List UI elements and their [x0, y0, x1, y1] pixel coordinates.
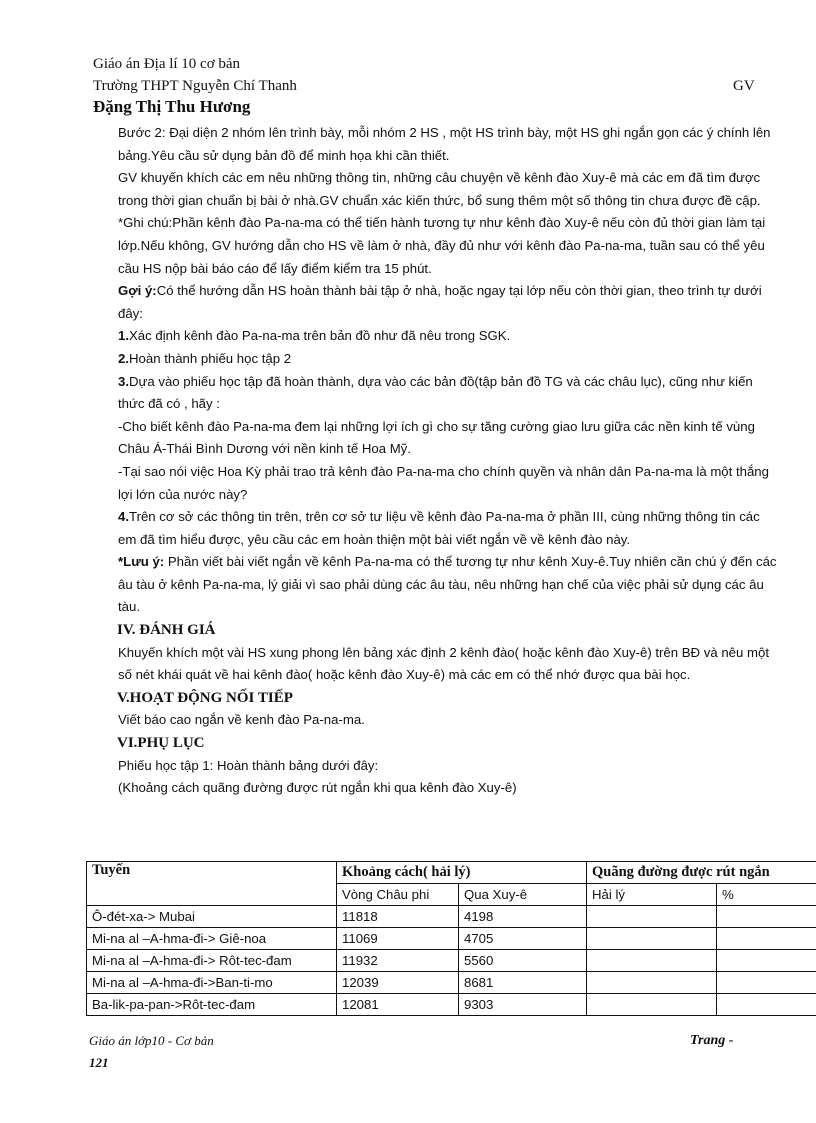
africa-cell: 11932: [337, 950, 459, 972]
step-1-text: Xác định kênh đào Pa-na-ma trên bản đồ như đã nêu trong SGK.: [129, 328, 511, 344]
teacher-name: Đặng Thị Thu Hương: [93, 97, 251, 116]
table-row: [87, 906, 816, 928]
subheader-africa: Vòng Châu phi: [337, 884, 459, 906]
pct-cell: [717, 928, 816, 950]
suez-cell: 8681: [459, 972, 587, 994]
step-3-text: Dựa vào phiếu học tập đã hoàn thành, dựa vào các bản đồ(tập bản đồ TG và các châu lục), cũng như kiến thức đã có , hãy :: [118, 373, 753, 412]
paragraph-hint: [118, 280, 778, 325]
suez-cell: 4705: [459, 928, 587, 950]
route-cell: Mi-na al –A-hma-đi-> Giê-noa: [87, 928, 337, 950]
africa-cell: 11818: [337, 906, 459, 928]
hint-label: Gợi ý:: [118, 283, 157, 299]
route-cell: Ô-đét-xa-> Mubai: [87, 906, 337, 928]
paragraph-note: *Ghi chú:Phần kênh đào Pa-na-ma có thể tiến hành tương tự như kênh đào Xuy-ê nếu còn đủ thời gian làm tại lớp.Nếu không, GV hướng dẫn cho HS về làm ở nhà, đầy đủ như với kênh đào Pa-na-ma, tuần sau có thể yêu cầu HS nộp bài báo cáo để lấy điểm kiểm tra 15 phút.: [118, 215, 766, 276]
footer-page-label: Trang -: [690, 1033, 734, 1048]
suez-cell: 4198: [459, 906, 587, 928]
table-header-row: [87, 862, 816, 884]
step-3: [118, 371, 778, 416]
step-1-num: 1.: [118, 328, 129, 344]
heading-followup: V.HOẠT ĐỘNG NỐI TIẾP: [117, 689, 293, 706]
suez-cell: 5560: [459, 950, 587, 972]
step-3-num: 3.: [118, 373, 129, 389]
paragraph-table-caption: (Khoảng cách quãng đường được rút ngắn khi qua kênh đào Xuy-ê): [118, 780, 517, 796]
gv-label: GV: [733, 78, 755, 94]
subheader-suez: Qua Xuy-ê: [459, 884, 587, 906]
step-3-question-a: -Cho biết kênh đào Pa-na-ma đem lại những lợi ích gì cho sự tăng cường giao lưu giữa các nền kinh tế vùng Châu Á-Thái Bình Dương với nền kinh tế Hoa Mỹ.: [118, 418, 755, 457]
paragraph-gv-encourage: GV khuyến khích các em nêu những thông tin, những câu chuyện về kênh đào Xuy-ê mà các em đã tìm được trong thời gian chuẩn bị bài ở nhà.GV chuẩn xác kiến thức, bổ sung thêm một số thông tin chưa được đề cập.: [118, 170, 761, 208]
route-cell: Mi-na al –A-hma-đi-> Rôt-tec-đam: [87, 950, 337, 972]
header-route: Tuyến: [87, 862, 337, 906]
school-name: Trường THPT Nguyễn Chí Thanh: [93, 78, 297, 94]
africa-cell: 12081: [337, 994, 459, 1016]
hint-text: Có thể hướng dẫn HS hoàn thành bài tập ở nhà, hoặc ngay tại lớp nếu còn thời gian, theo trình tự dưới đây:: [118, 283, 762, 321]
heading-appendix: VI.PHỤ LỤC: [117, 735, 205, 752]
nm-cell: [587, 994, 717, 1016]
header-distance: Khoảng cách( hải lý): [337, 862, 587, 884]
paragraph-evaluation: Khuyến khích một vài HS xung phong lên bảng xác định 2 kênh đào( hoặc kênh đào Xuy-ê) trên BĐ và nêu một số nét khái quát về hai kênh đào( hoặc kênh đào Xuy-ê) mà các em có thể nhớ được qua bài học.: [118, 644, 769, 683]
pct-cell: [717, 972, 816, 994]
header-shortened: Quãng đường được rút ngắn: [587, 862, 816, 884]
step-2-text: Hoàn thành phiếu học tập 2: [129, 350, 292, 366]
main-content: [118, 122, 778, 800]
table-row: [87, 928, 816, 950]
nm-cell: [587, 950, 717, 972]
suez-cell: 9303: [459, 994, 587, 1016]
subheader-nautical-miles: Hải lý: [587, 884, 717, 906]
doc-title: Giáo án Địa lí 10 cơ bản: [93, 56, 241, 72]
distance-table: [86, 861, 816, 1016]
subheader-percent: %: [717, 884, 816, 906]
table-row: [87, 994, 816, 1016]
step-2: [118, 348, 778, 371]
step-2-num: 2.: [118, 350, 129, 366]
attention-text: Phần viết bài viết ngắn về kênh Pa-na-ma có thể tương tự như kênh Xuy-ê.Tuy nhiên cần chú ý đến các âu tàu ở kênh Pa-na-ma, lý giải vì sao phải dùng các âu tàu, nêu những hạn chế của việc phải sử dụng các âu tàu.: [118, 554, 777, 615]
paragraph-followup: Viết báo cao ngắn về kenh đào Pa-na-ma.: [118, 712, 365, 728]
nm-cell: [587, 972, 717, 994]
step-1: [118, 325, 778, 348]
footer-page-number: 121: [89, 1055, 109, 1070]
table-row: [87, 950, 816, 972]
pct-cell: [717, 906, 816, 928]
paragraph-worksheet: Phiếu học tập 1: Hoàn thành bảng dưới đây:: [118, 757, 379, 773]
step-4-text: Trên cơ sở các thông tin trên, trên cơ sở tư liệu về kênh đào Pa-na-ma ở phần III, cùng những thông tin các em đã tìm hiểu được, yêu cầu các em hoàn thiện một bài viết ngắn về về kênh đào này.: [118, 509, 760, 547]
route-cell: Mi-na al –A-hma-đi->Ban-ti-mo: [87, 972, 337, 994]
paragraph-attention: [118, 551, 778, 619]
step-4: [118, 506, 778, 551]
footer-course: Giáo án lớp10 - Cơ bản: [89, 1033, 214, 1048]
pct-cell: [717, 994, 816, 1016]
pct-cell: [717, 950, 816, 972]
paragraph-step2: Bước 2: Đại diện 2 nhóm lên trình bày, mỗi nhóm 2 HS , một HS trình bày, một HS ghi ngắn gọn các ý chính lên bảng.Yêu cầu sử dụng bản đồ để minh họa khi cần thiết.: [118, 125, 771, 163]
step-4-num: 4.: [118, 509, 129, 525]
heading-evaluation: IV. ĐÁNH GIÁ: [117, 622, 216, 639]
africa-cell: 12039: [337, 972, 459, 994]
nm-cell: [587, 906, 717, 928]
attention-label: *Lưu ý:: [118, 554, 165, 570]
step-3-question-b: -Tại sao nói việc Hoa Kỳ phải trao trả kênh đào Pa-na-ma cho chính quyền và nhân dân Pa-na-ma là một thắng lợi lớn của nước này?: [118, 463, 769, 502]
africa-cell: 11069: [337, 928, 459, 950]
nm-cell: [587, 928, 717, 950]
route-cell: Ba-lik-pa-pan->Rôt-tec-đam: [87, 994, 337, 1016]
table-row: [87, 972, 816, 994]
